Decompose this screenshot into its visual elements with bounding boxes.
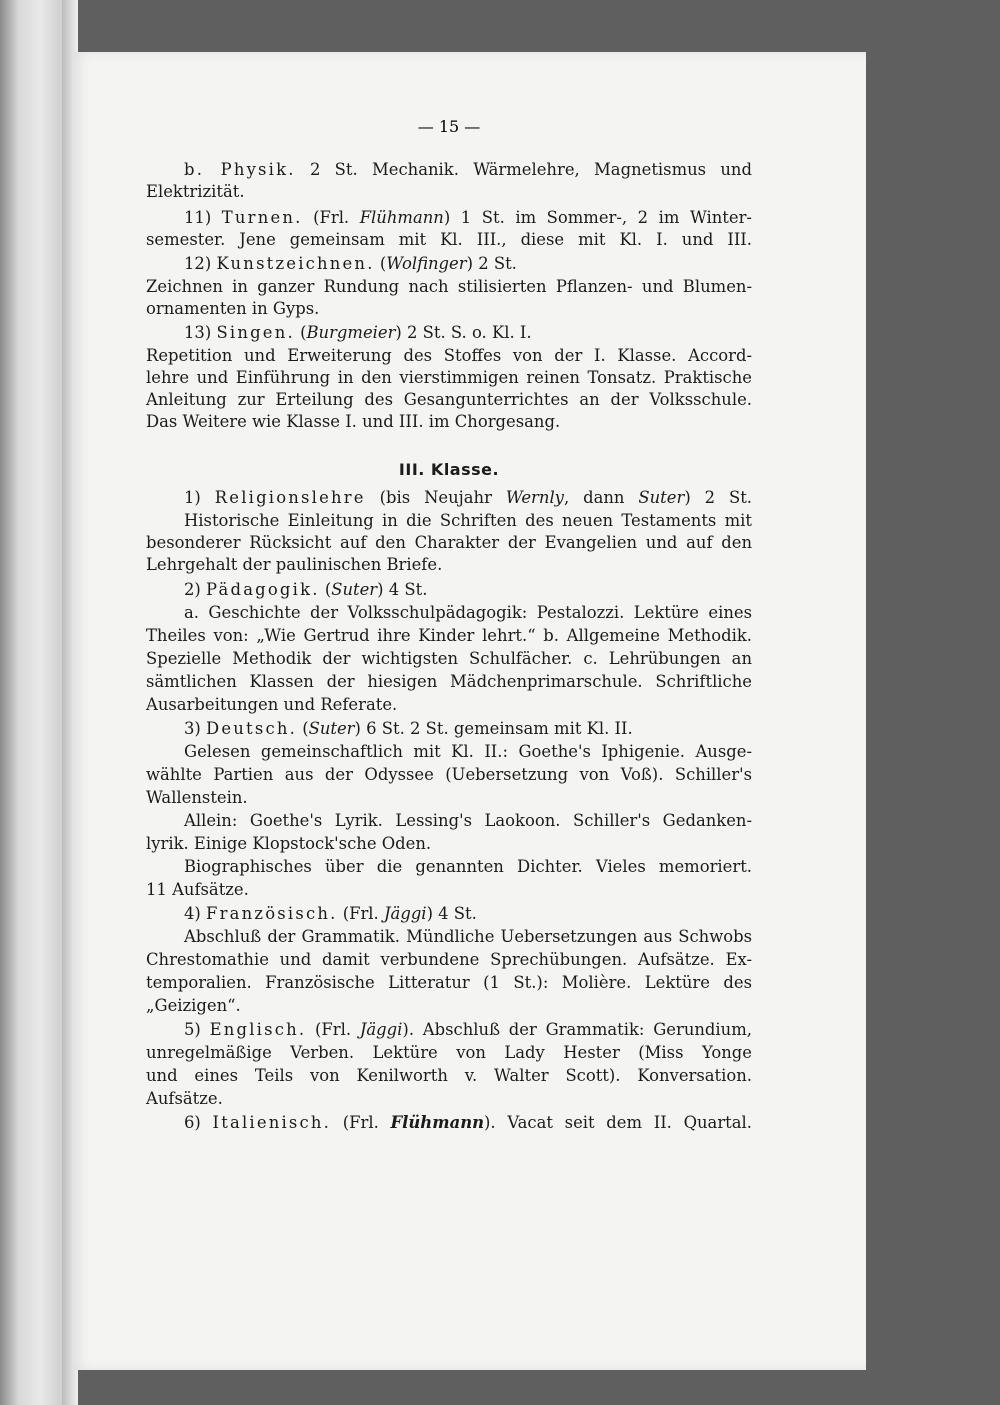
text-line: Theiles von: „Wie Gertrud ihre Kinder lehrt.“ b. Allgemeine Methodik. [146,626,752,645]
text-line: unregelmäßige Verben. Lektüre von Lady Hester (Miss Yonge [146,1043,752,1062]
text-line: Das Weitere wie Klasse I. und III. im Chorgesang. [146,412,561,431]
text-line: Allein: Goethe's Lyrik. Lessing's Laokoon. Schiller's Gedanken- [184,811,752,830]
text-line: Repetition und Erweiterung des Stoffes von der I. Klasse. Accord- [146,346,752,365]
section-turnen: 11) Turnen. (Frl. Flühmann) 1 St. im Sommer-, 2 im Winter- [184,208,752,227]
text-line: a. Geschichte der Volksschulpädagogik: Pestalozzi. Lektüre eines [184,603,752,622]
text-line: Gelesen gemeinschaftlich mit Kl. II.: Goethe's Iphigenie. Ausge- [184,742,752,761]
section-singen: 13) Singen. (Burgmeier) 2 St. S. o. Kl. I. [184,323,532,342]
text-line: Aufsätze. [146,1089,223,1108]
text-line: Wallenstein. [146,788,248,807]
section-paedagogik: 2) Pädagogik. (Suter) 4 St. [184,580,428,599]
text-line: wählte Partien aus der Odyssee (Uebersetzung von Voß). Schiller's [146,765,752,784]
section-englisch: 5) Englisch. (Frl. Jäggi). Abschluß der Grammatik: Gerundium, [184,1020,752,1039]
text-line: „Geizigen“. [146,996,241,1015]
text-line: Ausarbeitungen und Referate. [146,695,398,714]
section-religion: 1) Religionslehre (bis Neujahr Wernly, dann Suter) 2 St. [184,488,752,507]
text-line: Historische Einleitung in die Schriften des neuen Testaments mit [184,511,752,530]
section-deutsch: 3) Deutsch. (Suter) 6 St. 2 St. gemeinsam mit Kl. II. [184,719,633,738]
text-line: Abschluß der Grammatik. Mündliche Uebersetzungen aus Schwobs [184,927,752,946]
section-italienisch: 6) Italienisch. (Frl. Flühmann). Vacat seit dem II. Quartal. [184,1113,752,1132]
section-physik: b. Physik. 2 St. Mechanik. Wärmelehre, Magnetismus und [184,160,752,179]
section-heading: III. Klasse. [398,460,500,479]
text-line: Zeichnen in ganzer Rundung nach stilisierten Pflanzen- und Blumen- [146,277,752,296]
text-line: Anleitung zur Erteilung des Gesangunterrichtes an der Volksschule. [146,390,752,409]
text-line: semester. Jene gemeinsam mit Kl. III., diese mit Kl. I. und III. [146,230,752,249]
text-line: Chrestomathie und damit verbundene Sprechübungen. Aufsätze. Ex- [146,950,752,969]
facing-page-edge [0,0,62,1405]
text-line: sämtlichen Klassen der hiesigen Mädchenprimarschule. Schriftliche [146,672,752,691]
text-line: und eines Teils von Kenilworth v. Walter Scott). Konversation. [146,1066,752,1085]
text-line: 11 Aufsätze. [146,880,249,899]
text-line: Lehrgehalt der paulinischen Briefe. [146,555,443,574]
text-line: temporalien. Französische Litteratur (1 St.): Molière. Lektüre des [146,973,752,992]
text-line: Elektrizität. [146,182,245,201]
text-line: Spezielle Methodik der wichtigsten Schulfächer. c. Lehrübungen an [146,649,752,668]
page-number: — 15 — [417,117,481,136]
text-line: besonderer Rücksicht auf den Charakter der Evangelien und auf den [146,533,752,552]
text-line: Biographisches über die genannten Dichter. Vieles memoriert. [184,857,752,876]
section-kunstzeichnen: 12) Kunstzeichnen. (Wolfinger) 2 St. [184,254,517,273]
text-line: ornamenten in Gyps. [146,299,320,318]
text-line: lehre und Einführung in den vierstimmigen reinen Tonsatz. Praktische [146,368,752,387]
section-franzoesisch: 4) Französisch. (Frl. Jäggi) 4 St. [184,904,477,923]
text-line: lyrik. Einige Klopstock'sche Oden. [146,834,432,853]
